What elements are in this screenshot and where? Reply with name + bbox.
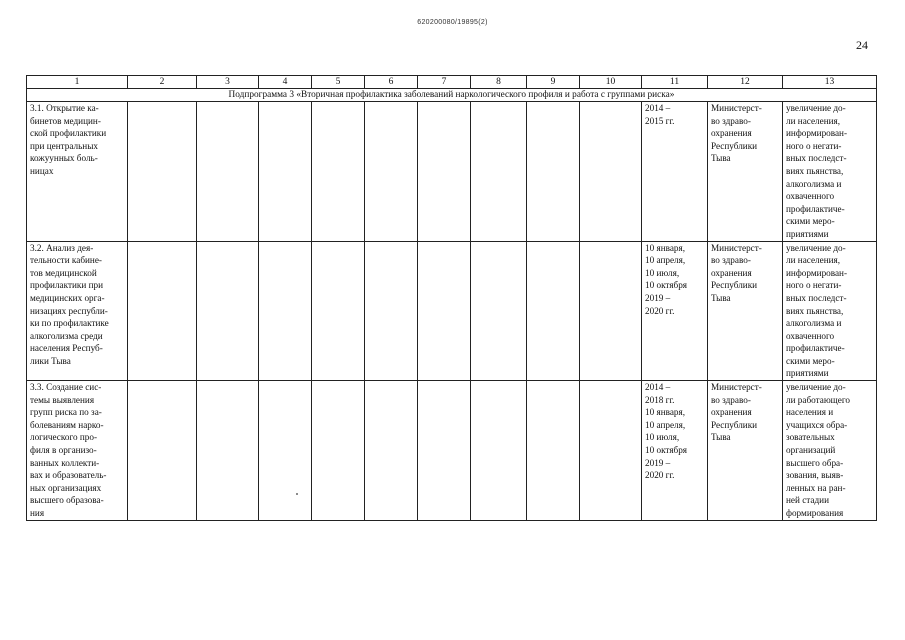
executor-text: Министерст- во здраво- охранения Республики Тыва — [711, 103, 762, 164]
result-text: увеличение до- ли работающего населения и учащихся обра- зовательных организаций высшего обра- зования, выяв- ленных на ран- ней стадии формирования — [786, 382, 850, 518]
period-cell — [642, 381, 708, 521]
result-text: увеличение до- ли населения, информирован- ного о негати- вных последст- виях пьянства, алкоголизма и охваченного профилактиче- скими меро- приятиями — [786, 242, 848, 379]
document-code: 620200080/19895(2) — [417, 19, 488, 26]
period-text: 2014 – 2015 гг. — [645, 103, 675, 126]
result-cell — [783, 381, 877, 521]
measure-cell — [27, 381, 128, 521]
column-header: 13 — [783, 76, 877, 89]
table-row — [27, 381, 877, 521]
table-row — [27, 241, 877, 381]
page-number: 24 — [856, 38, 868, 52]
column-header: 8 — [471, 76, 527, 89]
measure-text: 3.2. Анализ дея- тельности кабине- тов медицинской профилактики при медицинских орга- низациях республи- ки по профилактике алкоголизма среди населения Респуб- лики Тыва — [30, 242, 109, 366]
period-text: 10 января, 10 апреля, 10 июля, 10 октября 2019 – 2020 гг. — [645, 242, 688, 316]
column-header: 2 — [128, 76, 197, 89]
result-cell — [783, 241, 877, 381]
subprogram-title: Подпрограмма 3 «Вторичная профилактика заболеваний наркологического профиля и работа с группами риска» — [27, 89, 877, 102]
measures-table — [26, 75, 877, 521]
column-header: 10 — [580, 76, 642, 89]
subprogram-row — [27, 89, 877, 102]
column-header: 1 — [27, 76, 128, 89]
column-header: 7 — [418, 76, 471, 89]
column-header: 4 — [259, 76, 312, 89]
column-header: 9 — [527, 76, 580, 89]
period-cell — [642, 102, 708, 242]
measure-cell — [27, 241, 128, 381]
column-header: 6 — [365, 76, 418, 89]
executor-cell — [708, 241, 783, 381]
column-number-row — [27, 76, 877, 89]
scan-speck — [296, 493, 298, 495]
column-header: 3 — [197, 76, 259, 89]
measure-text: 3.1. Открытие ка- бинетов медицин- ской профилактики при центральных кожуунных боль- ницах — [30, 103, 107, 176]
period-text: 2014 – 2018 гг. 10 января, 10 апреля, 10 июля, 10 октября 2019 – 2020 гг. — [645, 382, 688, 481]
column-header: 12 — [708, 76, 783, 89]
executor-cell — [708, 381, 783, 521]
executor-text: Министерст- во здраво- охранения Республики Тыва — [711, 242, 762, 303]
column-header: 5 — [312, 76, 365, 89]
measure-text: 3.3. Создание сис- темы выявления групп риска по за- болеваниям нарко- логического про- филя в организо- ванных коллекти- вах и образователь- ных организациях высшего образова- ния — [30, 382, 107, 518]
executor-cell — [708, 102, 783, 242]
column-header: 11 — [642, 76, 708, 89]
result-cell — [783, 102, 877, 242]
table-row — [27, 102, 877, 242]
executor-text: Министерст- во здраво- охранения Республики Тыва — [711, 382, 762, 443]
result-text: увеличение до- ли населения, информирован- ного о негати- вных последст- виях пьянства, алкоголизма и охваченного профилактиче- скими меро- приятиями — [786, 103, 848, 239]
measure-cell — [27, 102, 128, 242]
period-cell — [642, 241, 708, 381]
